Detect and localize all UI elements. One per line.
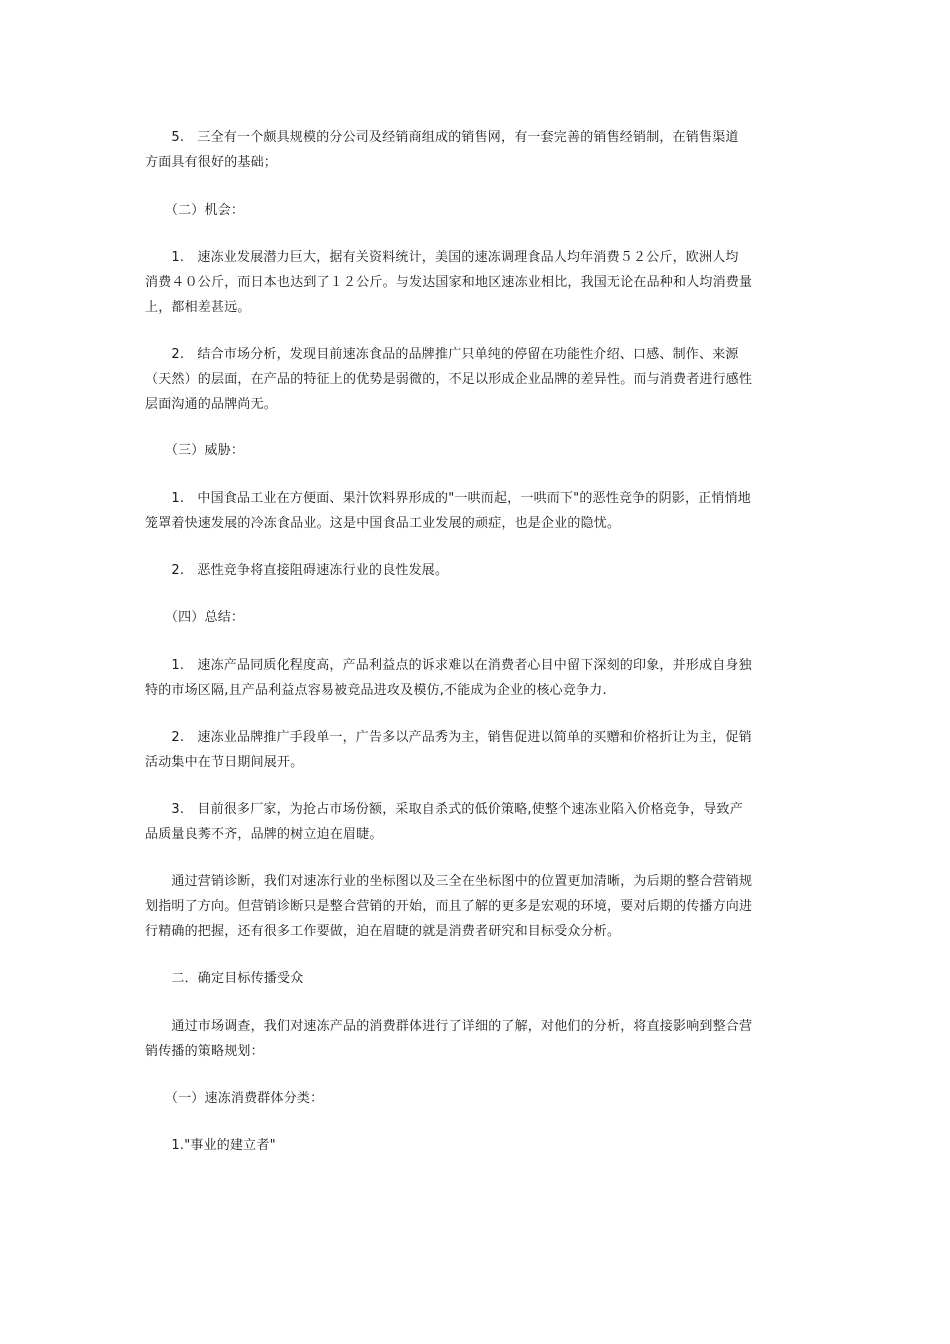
paragraph-threat-2 — [145, 558, 810, 583]
paragraph-opportunity-1 — [145, 245, 810, 320]
text-line: 销传播的策略规划： — [145, 1044, 264, 1059]
text-line: 1."事业的建立者" — [145, 1138, 276, 1153]
heading-threats — [145, 438, 810, 463]
text-line: 品质量良莠不齐，品牌的树立迫在眉睫。 — [145, 827, 383, 842]
text-line: （二）机会： — [145, 203, 245, 218]
text-line: 消费４０公斤，而日本也达到了１２公斤。与发达国家和地区速冻业相比，我国无论在品种和人均消费量 — [145, 275, 753, 290]
paragraph-diagnosis — [145, 869, 810, 944]
text-line: （一）速冻消费群体分类： — [145, 1091, 324, 1106]
heading-opportunities — [145, 198, 810, 223]
text-line: 行精确的把握，还有很多工作要做，迫在眉睫的就是消费者研究和目标受众分析。 — [145, 924, 621, 939]
text-line: 层面沟通的品牌尚无。 — [145, 397, 278, 412]
text-line: 1. 速冻业发展潜力巨大，据有关资料统计，美国的速冻调理食品人均年消费５２公斤，欧洲人均 — [145, 250, 739, 265]
text-line: 活动集中在节日期间展开。 — [145, 755, 304, 770]
text-line: 通过营销诊断，我们对速冻行业的坐标图以及三全在坐标图中的位置更加清晰，为后期的整合营销规 — [145, 874, 753, 889]
text-line: 2. 速冻业品牌推广手段单一，广告多以产品秀为主，销售促进以简单的买赠和价格折让为主，促销 — [145, 730, 752, 745]
paragraph-opportunity-2 — [145, 342, 810, 417]
text-line: 5. 三全有一个颇具规模的分公司及经销商组成的销售网，有一套完善的销售经销制，在销售渠道 — [145, 130, 739, 145]
heading-consumer-groups — [145, 1086, 810, 1111]
text-line: 2. 结合市场分析，发现目前速冻食品的品牌推广只单纯的停留在功能性介绍、口感、制作、来源 — [145, 347, 739, 362]
text-line: （三）威胁： — [145, 443, 245, 458]
text-line: 二．确定目标传播受众 — [145, 971, 304, 986]
text-line: 上，都相差甚远。 — [145, 300, 251, 315]
heading-target-audience — [145, 966, 810, 991]
text-line: （天然）的层面，在产品的特征上的优势是弱微的，不足以形成企业品牌的差异性。而与消费者进行感性 — [145, 372, 753, 387]
text-line: 方面具有很好的基础； — [145, 155, 278, 170]
paragraph-market-survey — [145, 1014, 810, 1064]
text-line: 3. 目前很多厂家，为抢占市场份额，采取自杀式的低价策略,使整个速冻业陷入价格竞争，导致产 — [145, 802, 743, 817]
paragraph-threat-1 — [145, 486, 810, 536]
text-line: 划指明了方向。但营销诊断只是整合营销的开始，而且了解的更多是宏观的环境，要对后期的传播方向进 — [145, 899, 753, 914]
text-line: 笼罩着快速发展的冷冻食品业。这是中国食品工业发展的顽症，也是企业的隐忧。 — [145, 516, 621, 531]
text-line: 2. 恶性竞争将直接阻碍速冻行业的良性发展。 — [145, 563, 449, 578]
text-line: 1. 速冻产品同质化程度高，产品利益点的诉求难以在消费者心目中留下深刻的印象，并形成自身独 — [145, 658, 752, 673]
paragraph-summary-1 — [145, 653, 810, 703]
paragraph-summary-2 — [145, 725, 810, 775]
text-line: 特的市场区隔,且产品利益点容易被竞品进攻及模仿,不能成为企业的核心竞争力. — [145, 683, 607, 698]
text-line: （四）总结： — [145, 610, 245, 625]
paragraph-sales-network — [145, 125, 810, 175]
text-line: 通过市场调查，我们对速冻产品的消费群体进行了详细的了解，对他们的分析，将直接影响到整合营 — [145, 1019, 753, 1034]
heading-career-builders — [145, 1133, 810, 1158]
paragraph-summary-3 — [145, 797, 810, 847]
heading-summary — [145, 605, 810, 630]
text-line: 1. 中国食品工业在方便面、果汁饮料界形成的"一哄而起，一哄而下"的恶性竞争的阴影，正悄悄地 — [145, 491, 751, 506]
